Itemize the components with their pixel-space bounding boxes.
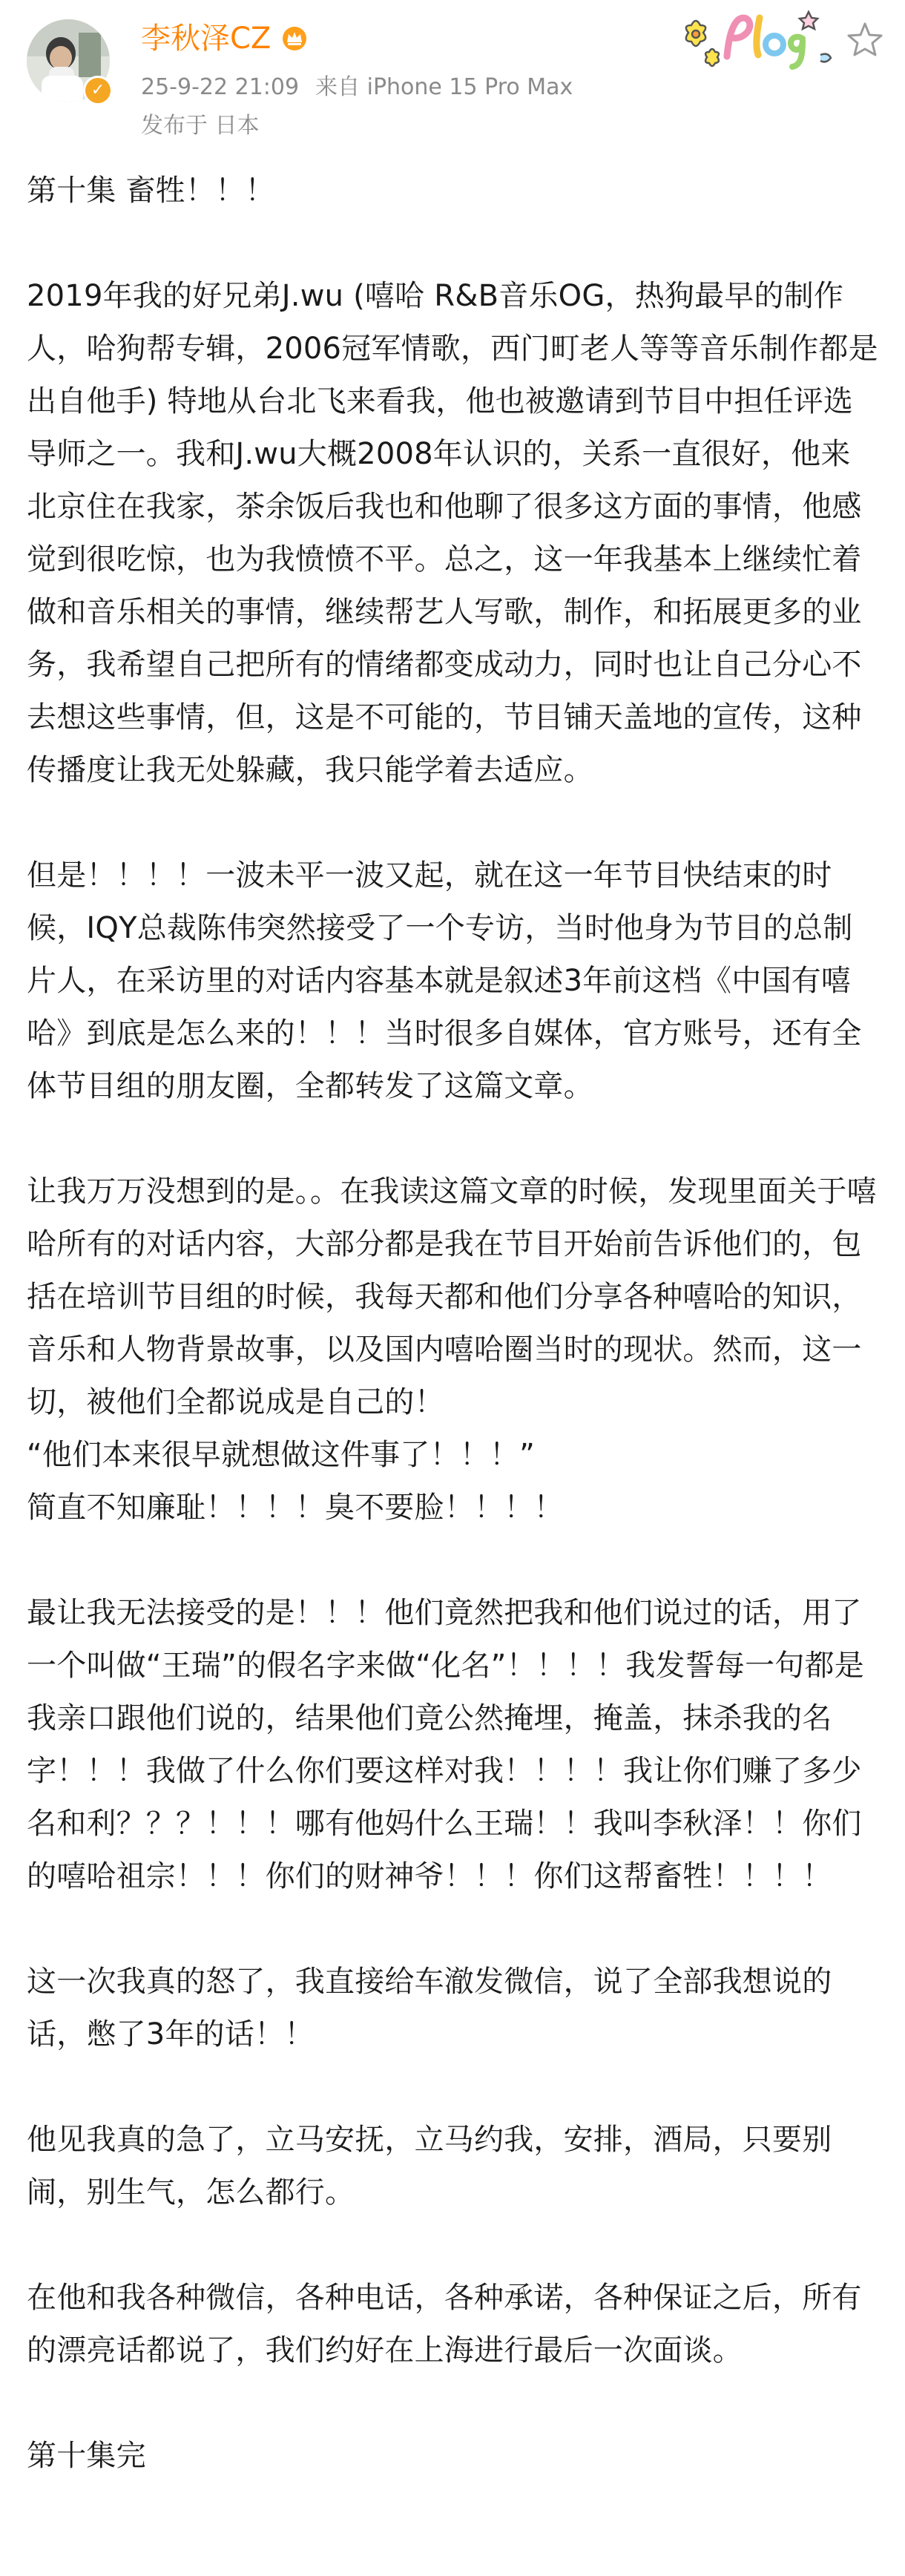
post-timestamp: 25-9-22 21:09 <box>141 74 300 100</box>
post-meta <box>141 73 573 102</box>
post-paragraph: 他见我真的急了，立马安抚，立马约我，安排，酒局，只要别闹，别生气，怎么都行。 <box>27 2123 832 2209</box>
post-location: 发布于 日本 <box>141 113 260 139</box>
post-content <box>27 165 880 2483</box>
plog-sticker-icon <box>675 3 838 74</box>
verified-icon: ✓ <box>83 76 113 105</box>
star-icon[interactable] <box>844 19 886 61</box>
post-paragraph: 第十集 畜牲！！！ <box>27 174 275 208</box>
post-paragraph: 但是！！！！一波未平一波又起，就在这一年节目快结束的时候，IQY总裁陈伟突然接受了一个专访，当时他身为节目的总制片人，在采访里的对话内容基本就是叙述3年前这档《中国有嘻哈》到底是怎么来的！！！当时很多自媒体，官方账号，还有全体节目组的朋友圈，全都转发了这篇文章。 <box>27 858 862 1103</box>
post-paragraph: 让我万万没想到的是。。在我读这篇文章的时候，发现里面关于嘻哈所有的对话内容，大部分都是我在节目开始前告诉他们的，包括在培训节目组的时候，我每天都和他们分享各种嘻哈的知识，音乐和人物背景故事，以及国内嘻哈圈当时的现状。然而，这一切，被他们全都说成是自己的！ “他们本来很早就想做这件事了！！！” 简直不知廉耻！！！！臭不要脸！！！！ <box>27 1174 877 1525</box>
post-paragraph: 第十集完 <box>27 2439 146 2473</box>
post-paragraph: 在他和我各种微信，各种电话，各种承诺，各种保证之后，所有的漂亮话都说了，我们约好在上海进行最后一次面谈。 <box>27 2281 862 2368</box>
post-paragraph: 这一次我真的怒了，我直接给车澈发微信，说了全部我想说的话，憋了3年的话！！ <box>27 1965 832 2051</box>
post-paragraph: 2019年我的好兄弟J.wu (嘻哈 R&B音乐OG，热狗最早的制作人，哈狗帮专辑，2006冠军情歌，西门町老人等等音乐制作都是出自他手) 特地从台北飞来看我，他也被邀请到节目中担任评选导师之一。我和J.wu大概2008年认识的，关系一直很好，他来北京住在我家，茶余饭后我也和他聊了很多这方面的事情，他感觉到很吃惊，也为我愤愤不平。总之，这一年我基本上继续忙着做和音乐相关的事情，继续帮艺人写歌，制作，和拓展更多的业务，我希望自己把所有的情绪都变成动力，同时也让自己分心不去想这些事情，但，这是不可能的，节目铺天盖地的宣传，这种传播度让我无处躲藏，我只能学着去适应。 <box>27 279 878 787</box>
author-name-row[interactable] <box>141 18 311 59</box>
post-paragraph: 最让我无法接受的是！！！他们竟然把我和他们说过的话，用了一个叫做“王瑞”的假名字来做“化名”！！！！我发誓每一句都是我亲口跟他们说的，结果他们竟公然掩埋，掩盖，抹杀我的名字！！！我做了什么你们要这样对我！！！！我让你们赚了多少名和利？？？！！！哪有他妈什么王瑞！！我叫李秋泽！！你们的嘻哈祖宗！！！你们的财神爷！！！你们这帮畜牲！！！！ <box>27 1596 864 1893</box>
post-header <box>0 0 905 148</box>
avatar[interactable] <box>27 19 110 102</box>
post-source: 来自 iPhone 15 Pro Max <box>315 74 573 100</box>
author-name[interactable]: 李秋泽CZ <box>141 22 272 56</box>
crown-icon <box>278 24 311 53</box>
